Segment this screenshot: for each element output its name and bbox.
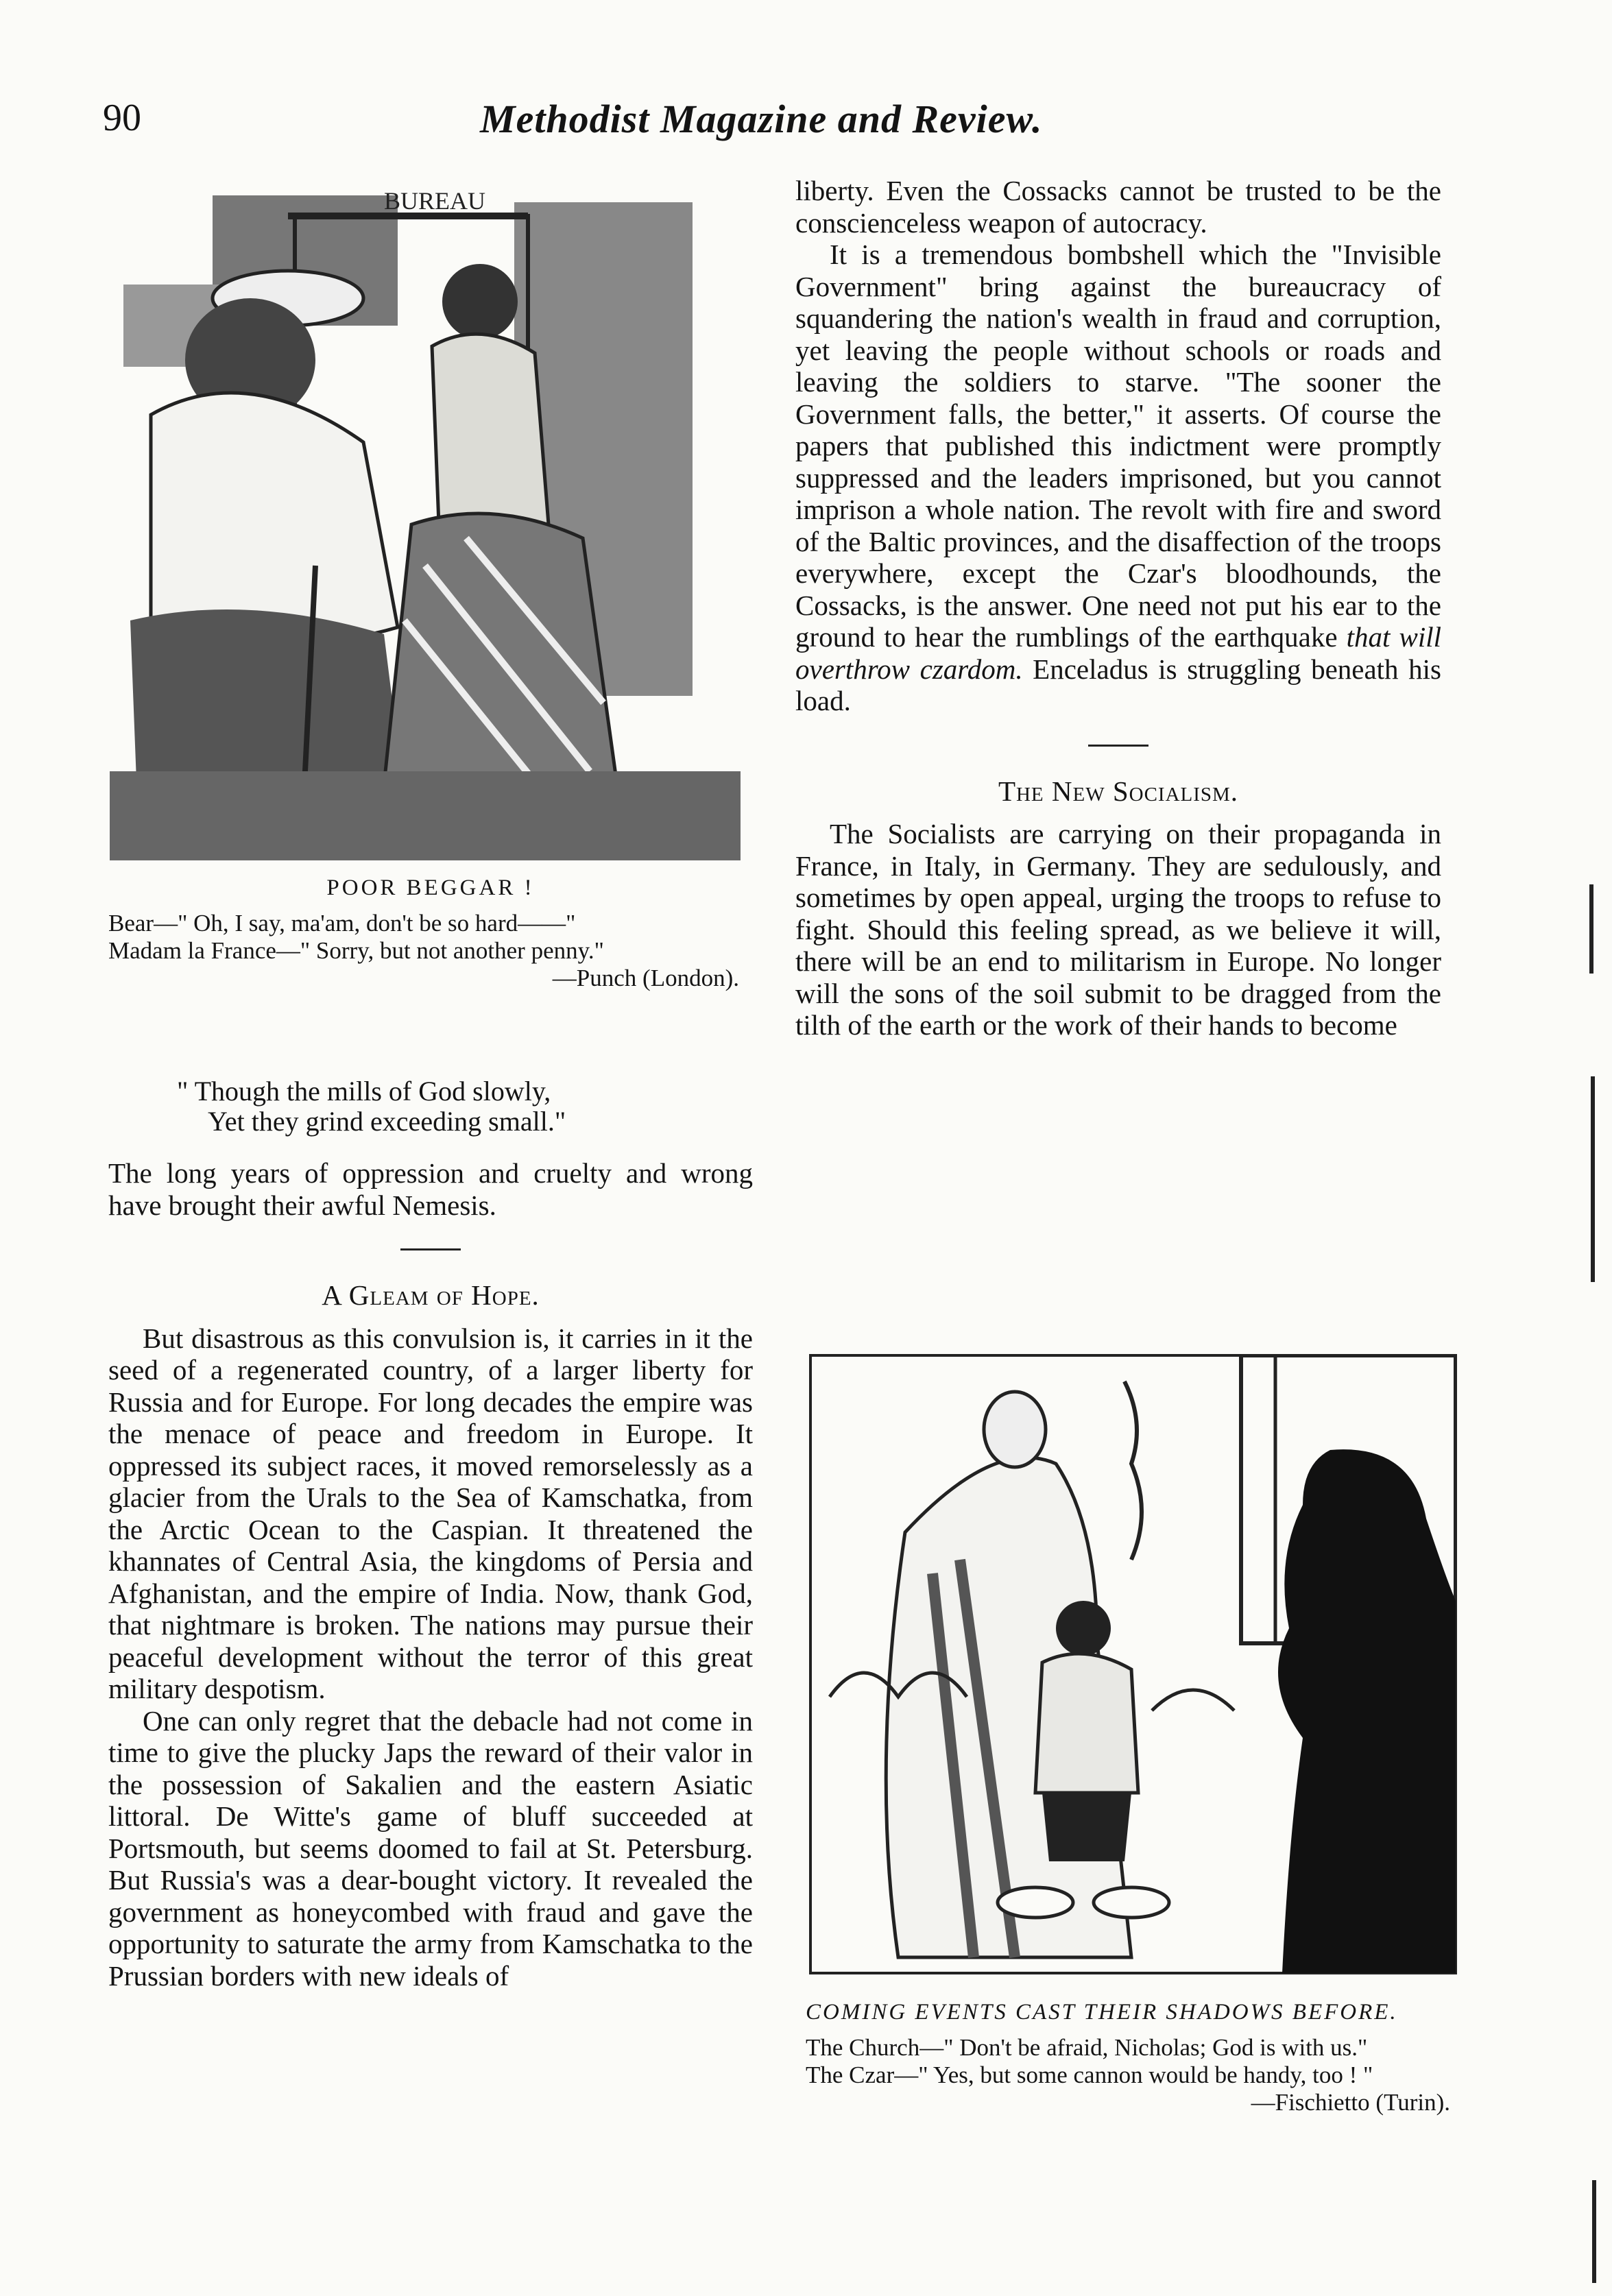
caption-title: COMING EVENTS CAST THEIR SHADOWS BEFORE. xyxy=(806,2000,1398,2025)
section-title: A Gleam of Hope. xyxy=(322,1279,540,1311)
paragraph: The Socialists are carrying on their propaganda in France, in Italy, in Germany. They are sedulously, and sometimes by open appeal, urging the troops to refuse to fight. Should this feeling spread, as we believe it will, there will be an end to militarism in Europe. No longer will the sons of the soil submit to be dragged from the tilth of the earth or the work of their hands to become xyxy=(795,818,1441,1041)
church-czar-illustration xyxy=(809,1354,1457,1974)
quote-line: Yet they grind exceeding small." xyxy=(208,1106,566,1137)
caption-line: The Czar—" Yes, but some cannon would be handy, too ! " xyxy=(806,2062,1373,2088)
caption-credit: —Fischietto (Turin). xyxy=(1251,2089,1450,2116)
left-column xyxy=(108,1076,753,1992)
scan-margin-mark xyxy=(1592,2180,1596,2283)
scan-margin-mark xyxy=(1591,1076,1595,1282)
caption-line: Bear—" Oh, I say, ma'am, don't be so hard——" xyxy=(108,910,576,936)
paragraph: The long years of oppression and cruelty and wrong have brought their awful Nemesis. xyxy=(108,1157,753,1221)
paragraph: But disastrous as this convulsion is, it carries in it the seed of a regenerated country, of a larger liberty for Russia and for Europe. For long decades the empire was the menace of peace and freedom in Europe. It oppressed its subject races, it moved remorselessly as a glacier from the Urals to the Sea of Kamschatka, from the Arctic Ocean to the Caspian. It threatened the khannates of Central Asia, the kingdoms of Persia and Afghanistan, and the empire of India. Now, thank God, that nightmare is broken. The nations may pursue their peaceful development without the terror of this great military despotism. xyxy=(108,1322,753,1704)
paragraph: liberty. Even the Cossacks cannot be trusted to be the conscienceless weapon of autocracy. xyxy=(795,175,1441,239)
bureau-sign: BUREAU xyxy=(384,187,486,215)
illustration1-caption xyxy=(108,874,753,992)
section-divider xyxy=(1088,745,1148,747)
running-head: Methodist Magazine and Review. xyxy=(480,97,1043,141)
italic-text: that will overthrow czardom. xyxy=(795,621,1441,685)
paragraph-text: It is a tremendous bombshell which the "Invisible Government" bring against the bureaucracy of squandering the nation's wealth in fraud and corruption, yet leaving the people without schools or roads and leaving the soldiers to starve. "The sooner the Government falls, the better," it asserts. Of course the papers that published this indictment were promptly suppressed and the leaders imprisoned, but you cannot imprison a whole nation. The revolt with fire and sword of the Baltic provinces, and the disaffection of the troops everywhere, except the Czar's bloodhounds, the Cossacks, is the answer. One need not put his ear to the ground to hear the rumblings of the earthquake xyxy=(795,239,1441,653)
caption-line: The Church—" Don't be afraid, Nicholas; God is with us." xyxy=(806,2034,1368,2061)
paragraph-text: Enceladus is struggling beneath his load. xyxy=(795,653,1441,716)
scan-margin-mark xyxy=(1589,884,1593,974)
section-title: The New Socialism. xyxy=(998,775,1239,807)
paragraph: One can only regret that the debacle had not come in time to give the plucky Japs the reward of their valor in the possession of Sakalien and the eastern Asiatic littoral. De Witte's game of bluff succeeded at Portsmouth, but seems doomed to fail at St. Petersburg. But Russia's was a dear-bought victory. It revealed the government as honeycombed with fraud and gave the opportunity to saturate the army from Kamschatka to the Prussian borders with new ideals of xyxy=(108,1704,753,1992)
paragraph xyxy=(795,239,1441,717)
bear-beggar-illustration xyxy=(110,182,741,860)
quote-line: " Though the mills of God slowly, xyxy=(177,1076,551,1107)
right-column xyxy=(795,175,1441,1041)
caption-title: POOR BEGGAR ! xyxy=(326,875,535,900)
illustration2-caption xyxy=(806,1998,1464,2116)
caption-line: Madam la France—" Sorry, but not another penny." xyxy=(108,937,604,964)
section-divider xyxy=(400,1248,461,1250)
page-number: 90 xyxy=(103,97,141,139)
caption-credit: —Punch (London). xyxy=(552,965,739,991)
verse-quote xyxy=(177,1076,753,1137)
